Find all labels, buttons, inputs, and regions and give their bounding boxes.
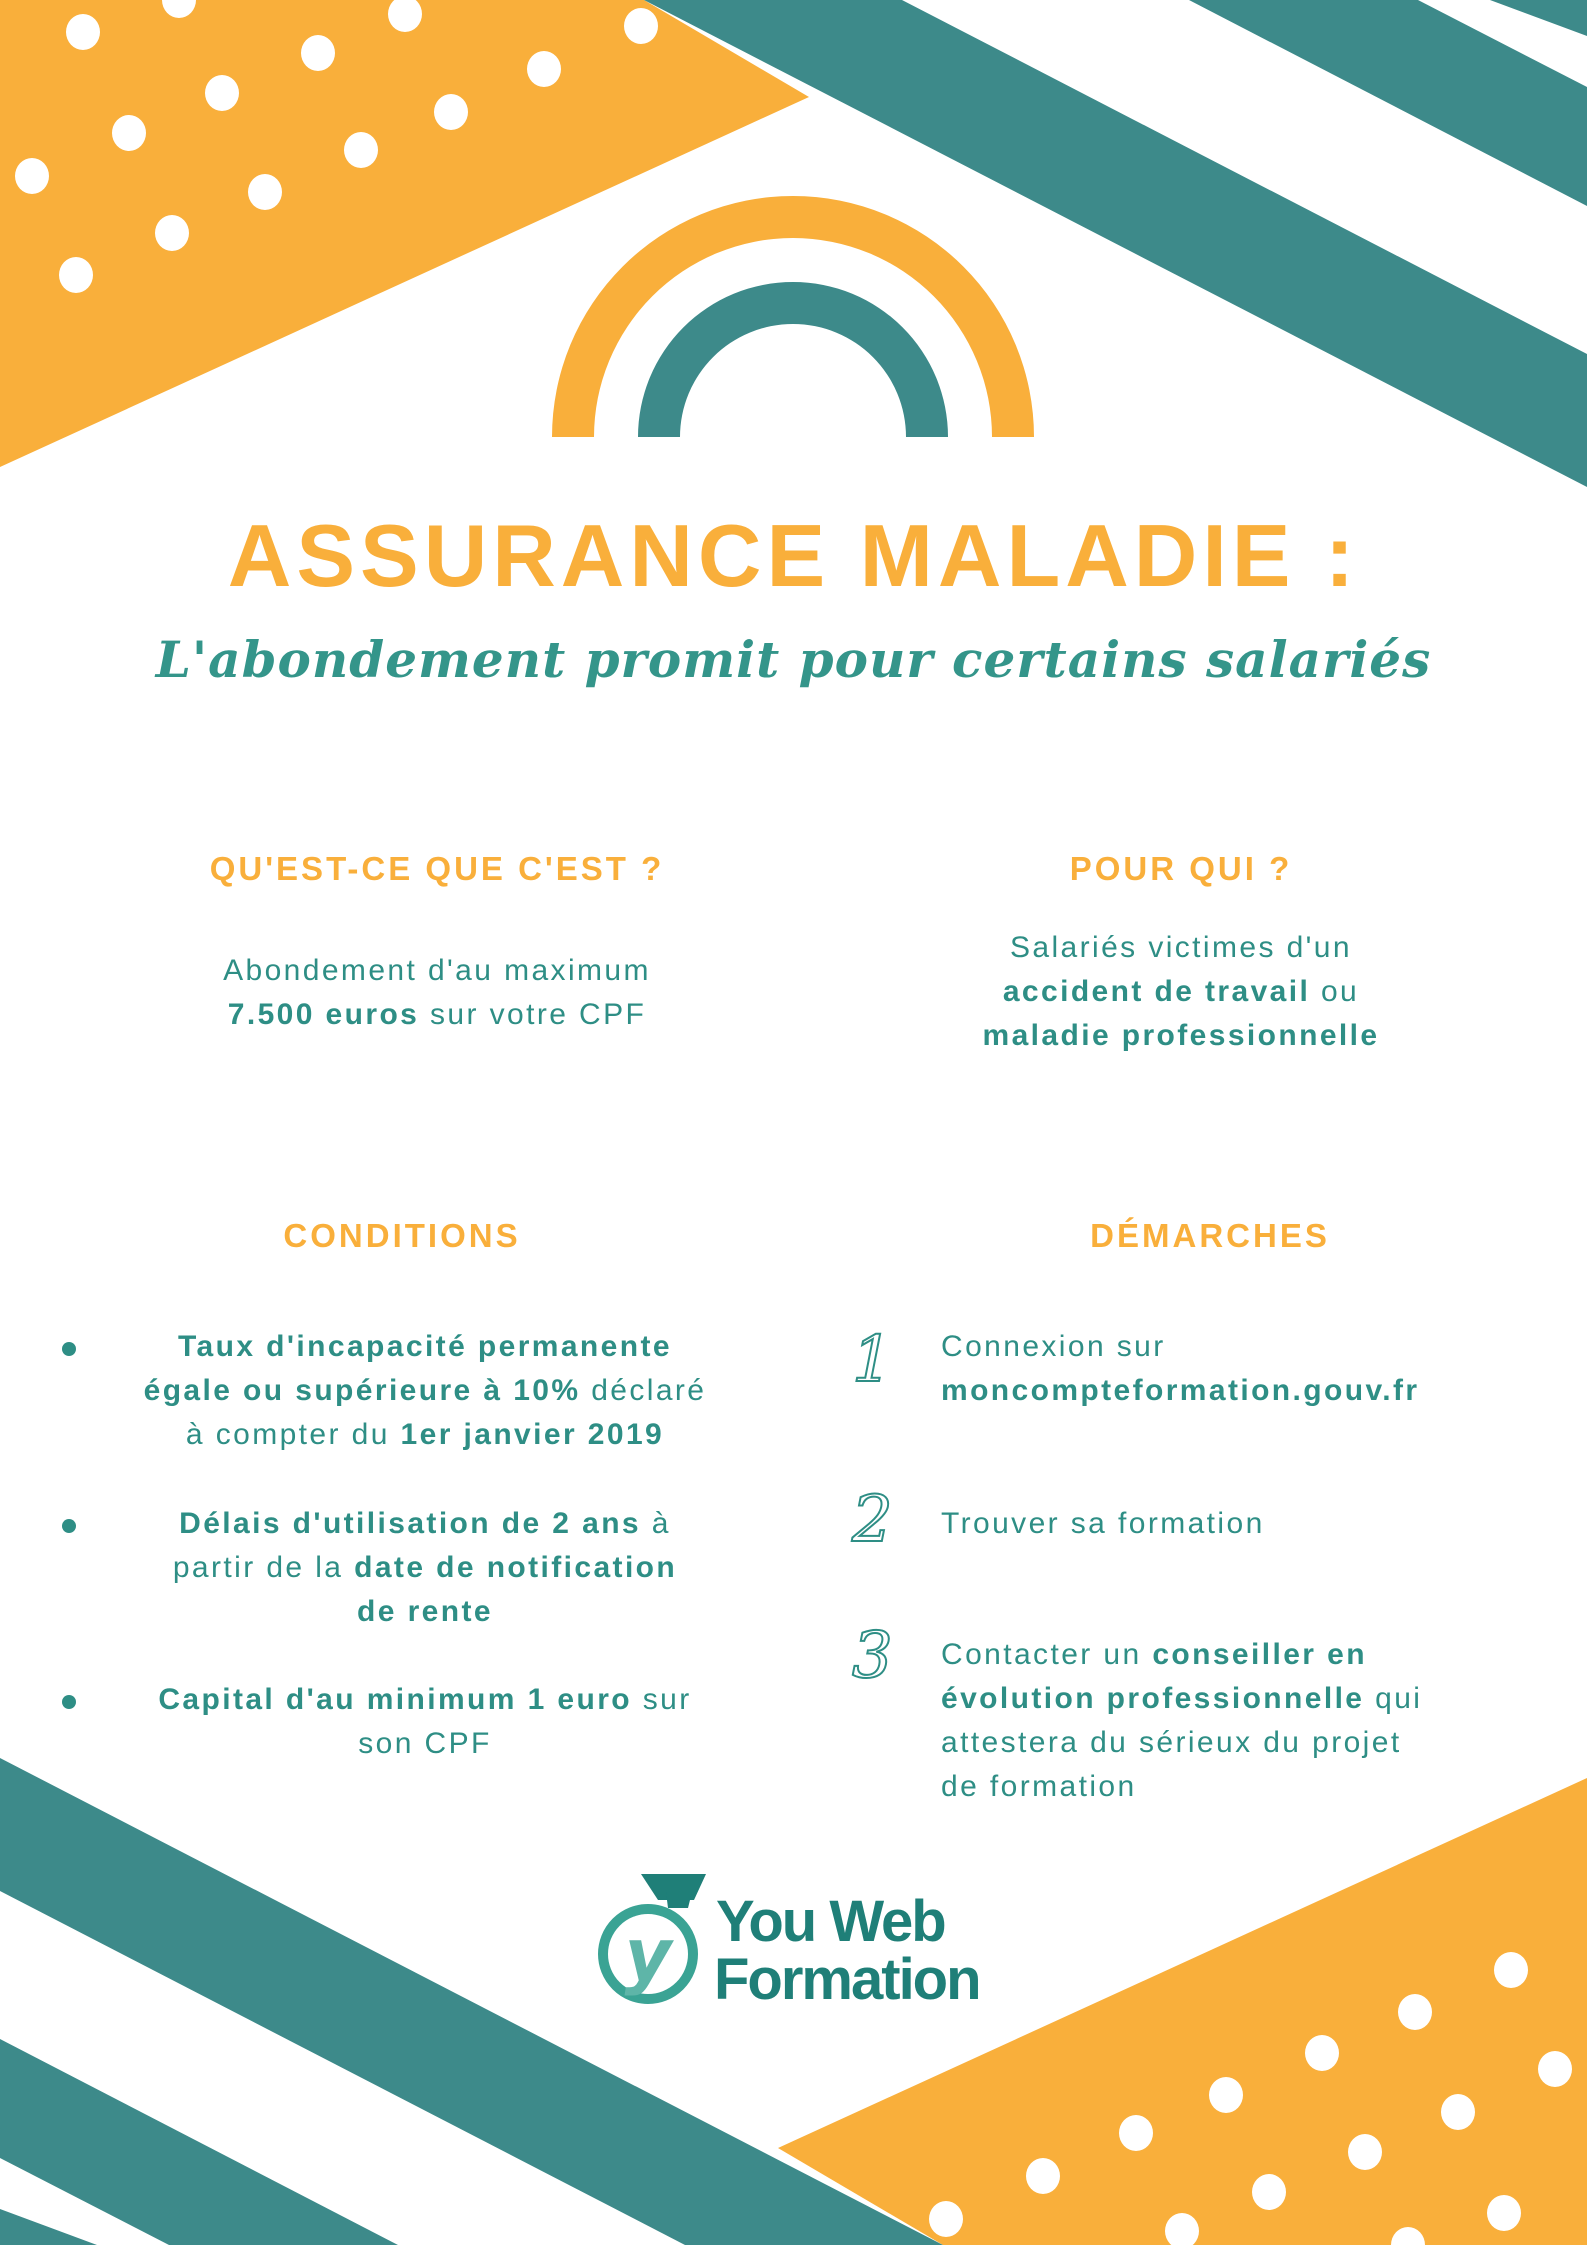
condition-text: à compter du: [185, 1418, 401, 1451]
step-link-text: moncompteformation.gouv.fr: [941, 1374, 1420, 1407]
bullet-icon: [62, 1342, 76, 1356]
what-line-2-rest: sur votre CPF: [419, 998, 647, 1031]
condition-text: déclaré: [580, 1374, 707, 1407]
condition-text: sur: [632, 1683, 692, 1716]
condition-line: [80, 1325, 770, 1369]
step-text: Contacter un: [941, 1638, 1153, 1671]
step-number-1: 1: [852, 1323, 893, 1397]
step-number-2: 2: [852, 1483, 893, 1557]
step-item: [941, 1633, 1422, 1809]
page-title: ASSURANCE MALADIE :: [227, 506, 1360, 605]
condition-line: [80, 1546, 770, 1590]
what-amount: 7.500 euros: [227, 998, 420, 1031]
step-item: [941, 1502, 1265, 1546]
logo-line-2: Formation: [714, 1947, 980, 2012]
condition-line: [80, 1502, 770, 1546]
step-line: [941, 1369, 1420, 1413]
condition-bold: de rente: [357, 1595, 493, 1628]
who-line-3: [881, 1014, 1481, 1058]
step-bold: évolution professionnelle: [941, 1682, 1365, 1715]
condition-text: partir de la: [172, 1551, 355, 1584]
step-text: Trouver sa formation: [941, 1507, 1265, 1540]
condition-bold: Taux d'incapacité permanente: [178, 1330, 672, 1363]
step-line: [941, 1677, 1422, 1721]
logo-mark: y: [624, 1913, 672, 1997]
what-text: [137, 949, 737, 1037]
what-heading: QU'EST-CE QUE C'EST ?: [209, 850, 665, 887]
condition-line: [80, 1678, 770, 1722]
who-line-1: Salariés victimes d'un: [1010, 931, 1352, 964]
condition-item: [80, 1502, 770, 1634]
who-text: [881, 926, 1481, 1058]
step-line: [941, 1633, 1422, 1677]
condition-bold: égale ou supérieure à 10%: [143, 1374, 581, 1407]
who-line-2: [881, 970, 1481, 1014]
condition-item: [80, 1325, 770, 1457]
who-heading: POUR QUI ?: [1069, 850, 1293, 887]
step-text: Connexion sur: [941, 1330, 1166, 1363]
you-web-formation-logo: [596, 1868, 996, 2012]
bullet-icon: [62, 1695, 76, 1709]
logo-line-1: You Web: [716, 1889, 945, 1954]
step-text: qui: [1364, 1682, 1423, 1715]
who-line-2-bold: accident de travail: [1002, 975, 1311, 1008]
condition-line: [80, 1722, 770, 1766]
condition-bold: Capital d'au minimum 1 euro: [158, 1683, 633, 1716]
step-item: [941, 1325, 1420, 1413]
condition-text: à: [641, 1507, 671, 1540]
step-bold: conseiller en: [1152, 1638, 1367, 1671]
step-number-3: 3: [852, 1619, 893, 1693]
condition-bold: Délais d'utilisation de 2 ans: [179, 1507, 641, 1540]
condition-line: [80, 1590, 770, 1634]
condition-bold: date de notification: [354, 1551, 678, 1584]
condition-line: [80, 1413, 770, 1457]
graduation-cap-logo-icon: [596, 1868, 716, 2008]
what-line-1: Abondement d'au maximum: [223, 954, 651, 987]
step-text: de formation: [941, 1770, 1137, 1803]
page-subtitle: L'abondement promit pour certains salariés: [155, 630, 1432, 689]
bullet-icon: [62, 1519, 76, 1533]
steps-heading: DÉMARCHES: [1090, 1217, 1330, 1254]
condition-bold: 1er janvier 2019: [400, 1418, 665, 1451]
rainbow-teal-arc: [638, 282, 948, 437]
condition-line: [80, 1369, 770, 1413]
who-line-3-bold: maladie professionnelle: [982, 1019, 1380, 1052]
conditions-heading: CONDITIONS: [283, 1217, 521, 1254]
condition-text: son CPF: [358, 1727, 492, 1760]
condition-item: [80, 1678, 770, 1766]
what-line-2: [137, 993, 737, 1037]
who-line-2-rest: ou: [1310, 975, 1360, 1008]
step-text: attestera du sérieux du projet: [941, 1726, 1402, 1759]
